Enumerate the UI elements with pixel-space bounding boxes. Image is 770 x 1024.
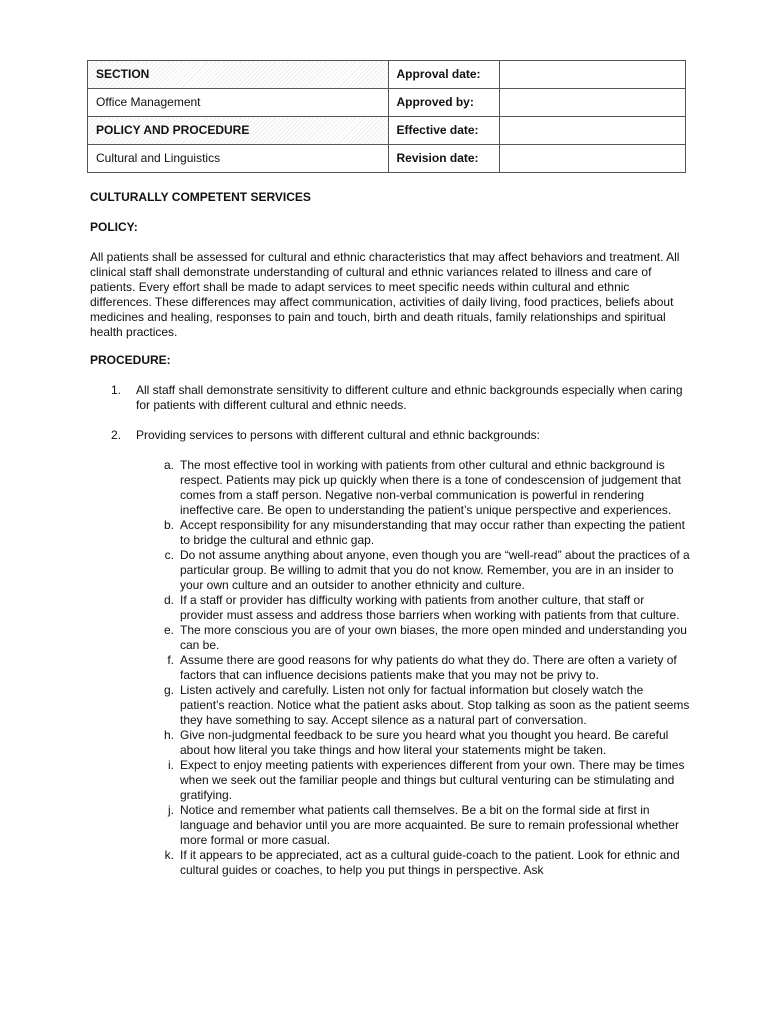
subitem-text: If it appears to be appreciated, act as a cultural guide-coach to the patient. Look for ethnic and cultural guides or coaches, to help you put things in perspective. Ask	[180, 848, 680, 877]
effective-date-label: Effective date:	[388, 117, 499, 145]
subitem-letter: a.	[163, 458, 174, 472]
revision-date-value	[499, 145, 685, 173]
subitem-text: Notice and remember what patients call themselves. Be a bit on the formal side at first in language and behavior until you are more acquainted. Be sure to remain professional whether more formal or more casual.	[180, 803, 679, 847]
subitem-letter: g.	[163, 683, 174, 697]
header-row-cultural	[88, 145, 686, 173]
procedure-subitem	[163, 593, 690, 623]
procedure-item-text: All staff shall demonstrate sensitivity to different culture and ethnic backgrounds especially when caring for patients with different cultural and ethnic needs.	[136, 383, 683, 412]
subitem-text: The more conscious you are of your own biases, the more open minded and understanding you can be.	[180, 623, 687, 652]
procedure-subitem	[163, 623, 690, 653]
approved-by-value	[499, 89, 685, 117]
subitem-text: Do not assume anything about anyone, even though you are “well-read” about the practices of a particular group. Be willing to admit that you do not know. Remember, you are in an insider to your own culture and an outsider to another ethnicity and culture.	[180, 548, 690, 592]
policy-header-table	[87, 60, 686, 173]
subitem-text: Assume there are good reasons for why patients do what they do. There are often a variety of factors that can influence decisions patients make that you may not be privy to.	[180, 653, 677, 682]
procedure-item-number: 1.	[111, 383, 122, 397]
policy-procedure-label: POLICY AND PROCEDURE	[88, 117, 389, 145]
subitem-text: The most effective tool in working with patients from other cultural and ethnic background is respect. Patients may pick up quickly when there is a tone of condescension of judgement that comes from a staff person. Negative non-verbal communication is powerful in rendering ineffective care. Be open to understanding the patient’s unique perspective and experiences.	[180, 458, 681, 517]
subitem-letter: c.	[164, 548, 174, 562]
subitem-letter: f.	[167, 653, 174, 667]
subitem-text: Expect to enjoy meeting patients with experiences different from your own. There may be times when we seek out the familiar people and things but cultural venturing can be stimulating and gratifying.	[180, 758, 685, 802]
subitem-text: Accept responsibility for any misunderstanding that may occur rather than expecting the patient to bridge the cultural and ethnic gap.	[180, 518, 685, 547]
approved-by-label: Approved by:	[388, 89, 499, 117]
procedure-subitem	[163, 683, 690, 728]
subitem-letter: h.	[163, 728, 174, 742]
approval-date-value	[499, 61, 685, 89]
subitem-text: Give non-judgmental feedback to be sure you heard what you thought you heard. Be careful about how literal you take things and how literal your statements might be taken.	[180, 728, 669, 757]
procedure-item-number: 2.	[111, 428, 122, 442]
header-row-section	[88, 61, 686, 89]
procedure-item	[90, 428, 690, 443]
procedure-subitem	[167, 653, 690, 683]
procedure-subitem	[168, 758, 690, 803]
policy-procedure-value: Cultural and Linguistics	[88, 145, 389, 173]
procedure-subitem	[168, 803, 690, 848]
revision-date-label: Revision date:	[388, 145, 499, 173]
procedure-subitem-list	[163, 458, 690, 878]
effective-date-value	[499, 117, 685, 145]
header-row-office	[88, 89, 686, 117]
subitem-letter: d.	[163, 593, 174, 607]
procedure-list	[90, 383, 690, 458]
approval-date-label: Approval date:	[388, 61, 499, 89]
subitem-text: Listen actively and carefully. Listen not only for factual information but closely watch the patient’s reaction. Notice what the patient asks about. Stop talking as soon as the patient seems they have something to say. Accept silence as a natural part of conversation.	[180, 683, 690, 727]
procedure-heading: PROCEDURE:	[90, 353, 171, 367]
subitem-letter: j.	[168, 803, 174, 817]
subitem-letter: k.	[164, 848, 174, 862]
section-value: Office Management	[88, 89, 389, 117]
procedure-subitem	[163, 728, 690, 758]
procedure-item-text: Providing services to persons with different cultural and ethnic backgrounds:	[136, 428, 540, 442]
procedure-subitem	[163, 458, 690, 518]
procedure-subitem	[163, 518, 690, 548]
subitem-letter: b.	[163, 518, 174, 532]
procedure-subitem	[164, 548, 690, 593]
subitem-text: If a staff or provider has difficulty working with patients from another culture, that staff or provider must assess and address those barriers when working with patients from that culture.	[180, 593, 680, 622]
policy-heading: POLICY:	[90, 220, 138, 234]
subitem-letter: e.	[163, 623, 174, 637]
procedure-item	[90, 383, 690, 413]
policy-text: All patients shall be assessed for cultural and ethnic characteristics that may affect behaviors and treatment. All clinical staff shall demonstrate understanding of cultural and ethnic variances related to illness and care of patients. Every effort shall be made to adapt services to meet specific needs within cultural and ethnic differences. These differences may affect communication, activities of daily living, food practices, beliefs about medicines and healing, responses to pain and touch, birth and death rituals, family relationships and spiritual health practices.	[90, 250, 680, 339]
header-row-policy	[88, 117, 686, 145]
document-title: CULTURALLY COMPETENT SERVICES	[90, 190, 311, 204]
procedure-subitem	[164, 848, 690, 878]
section-label: SECTION	[88, 61, 389, 89]
subitem-letter: i.	[168, 758, 174, 772]
